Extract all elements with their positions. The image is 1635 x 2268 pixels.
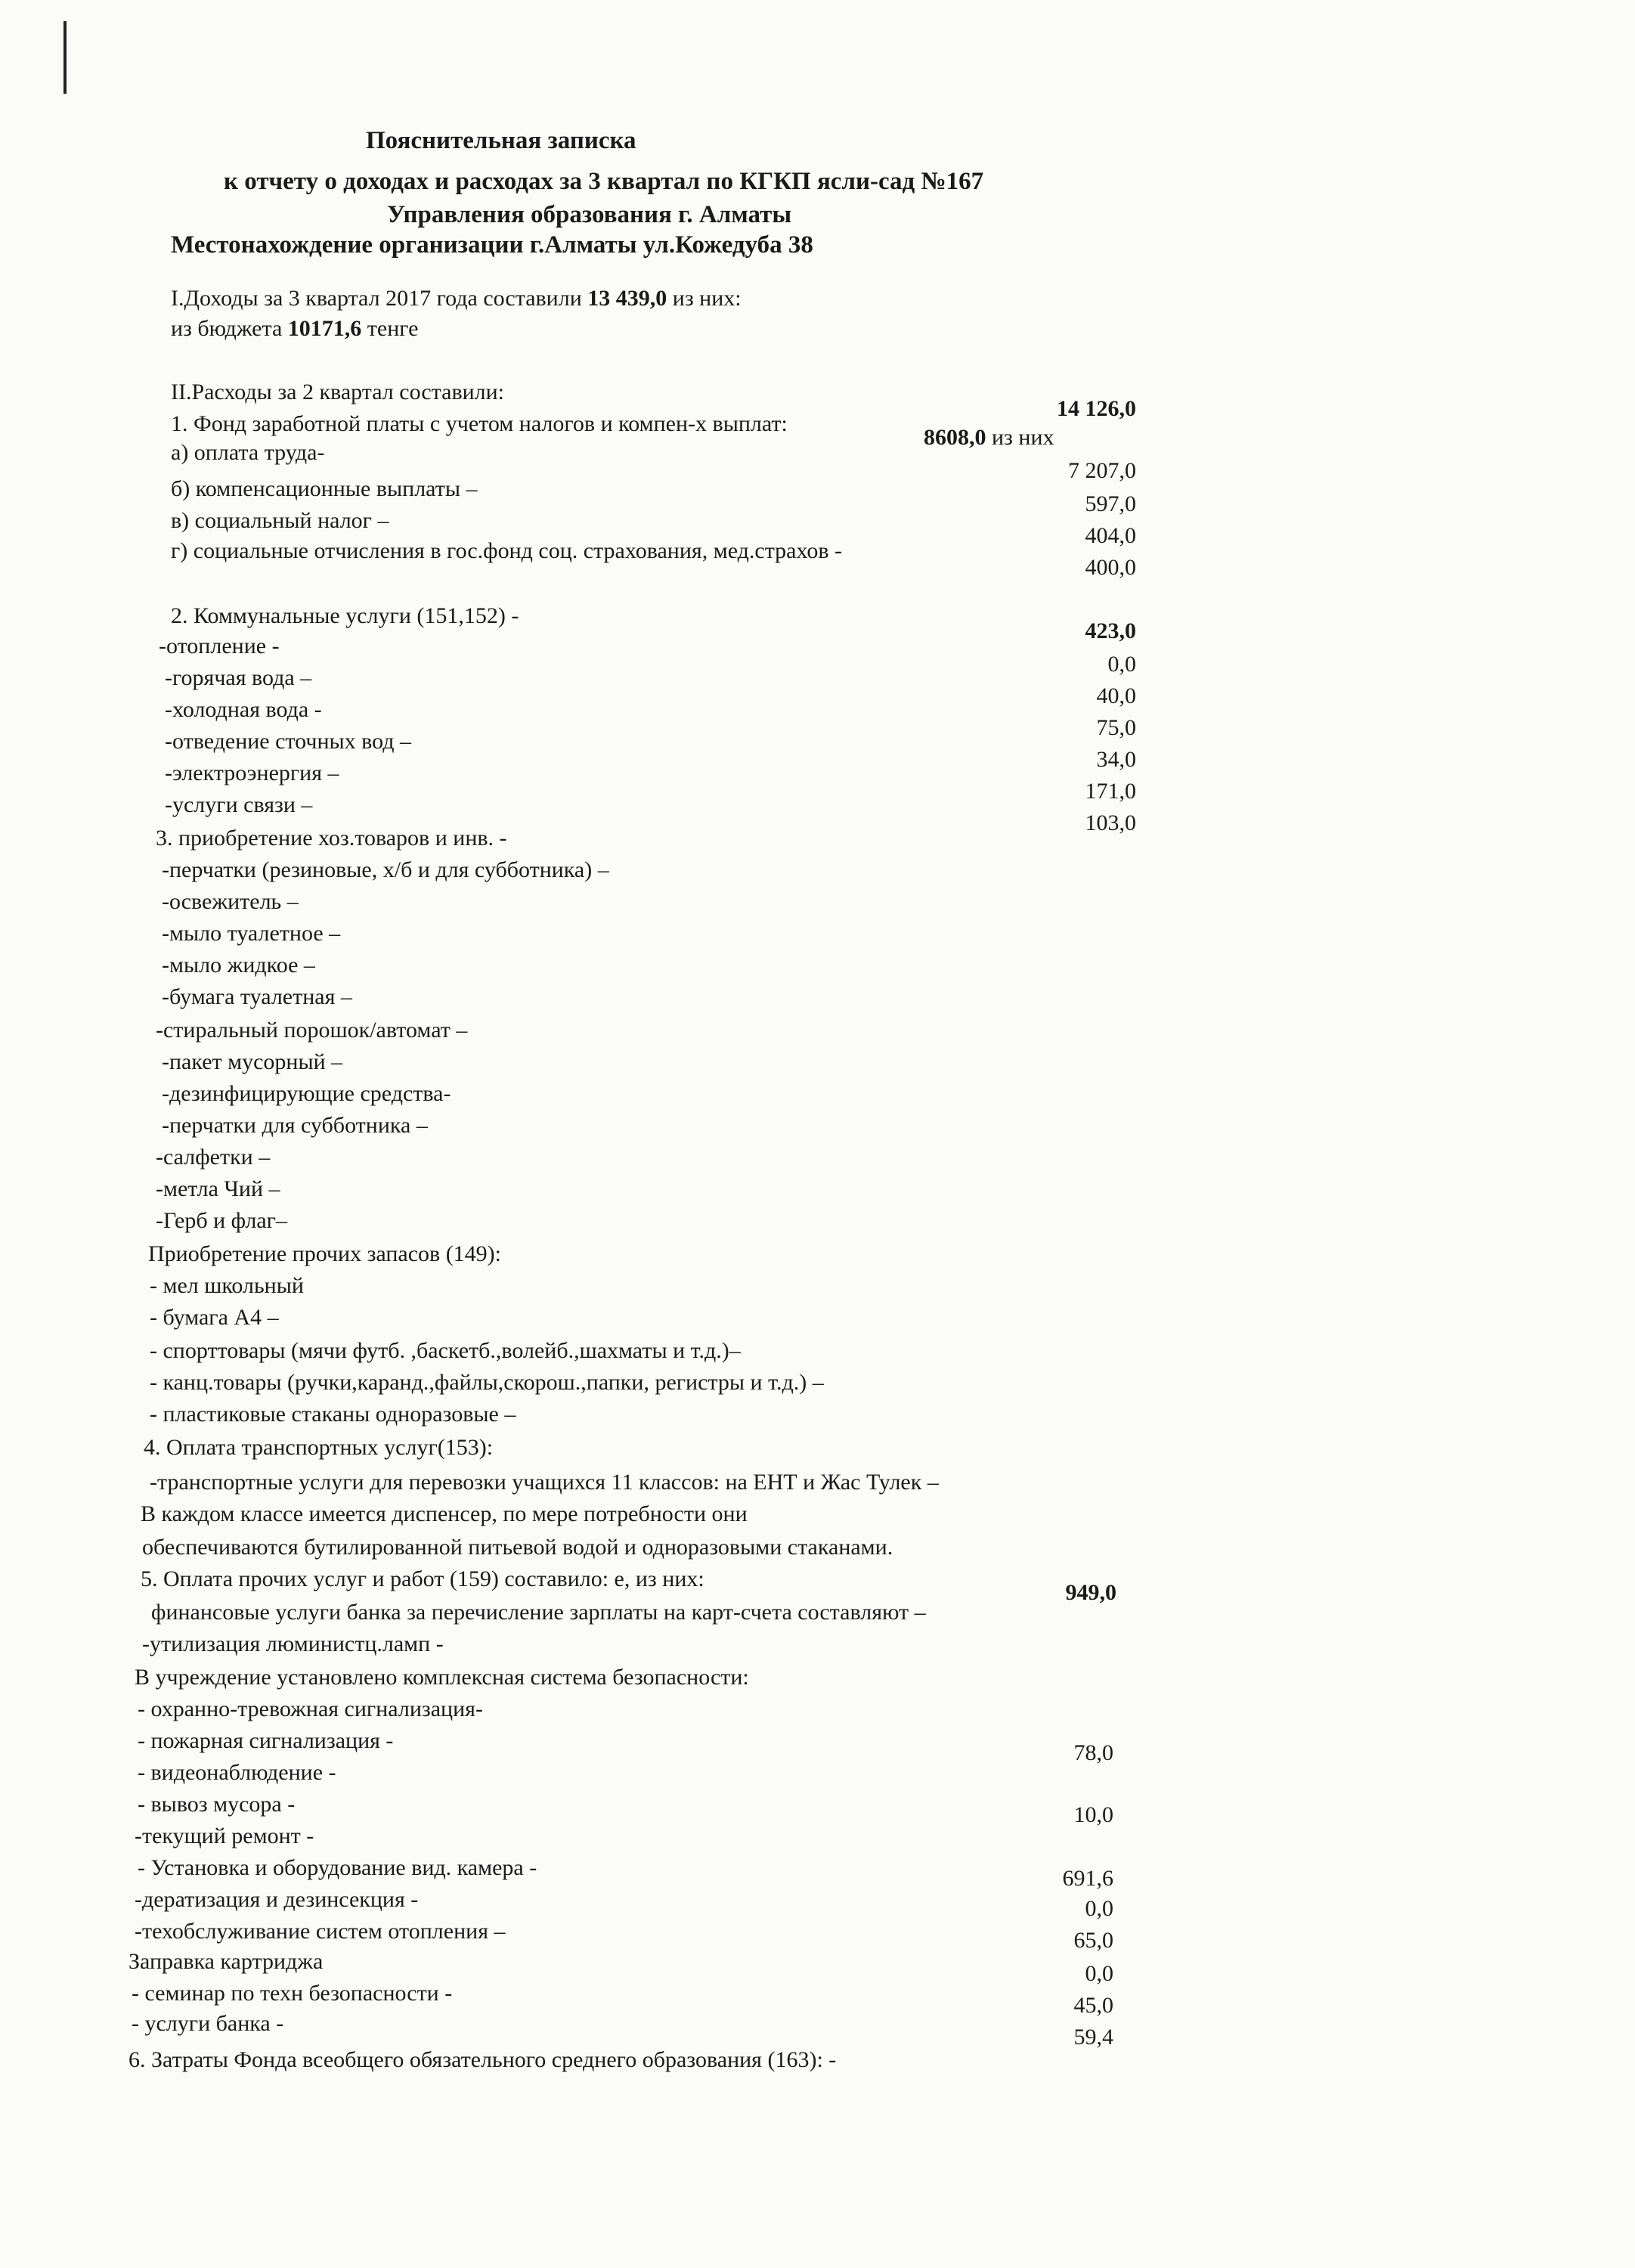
utility-item-label: -горячая вода – <box>165 665 312 690</box>
utilities-label: 2. Коммунальные услуги (151,152) - <box>171 603 519 628</box>
payroll-label: 1. Фонд заработной платы с учетом налогов и компен-х выплат: <box>171 411 788 436</box>
payroll-item-label: в) социальный налог – <box>171 508 389 533</box>
utility-item-label: -отопление - <box>159 634 280 658</box>
payroll-item-label: г) социальные отчисления в гос.фонд соц. страхования, мед.страхов - <box>171 538 843 563</box>
services-line: - пожарная сигнализация - <box>138 1728 394 1753</box>
utility-item-value: 40,0 <box>1096 683 1136 708</box>
utilities-total: 423,0 <box>1085 618 1136 643</box>
services-value: 59,4 <box>1073 2025 1113 2050</box>
services-value: 45,0 <box>1073 1993 1113 2018</box>
other-stock-item: - мел школьный <box>150 1273 304 1298</box>
household-item: -салфетки – <box>156 1145 271 1170</box>
services-value: 65,0 <box>1073 1928 1113 1953</box>
utility-item-value: 34,0 <box>1096 747 1136 772</box>
household-item: -перчатки (резиновые, х/б и для субботника) – <box>162 857 609 882</box>
household-item: -перчатки для субботника – <box>162 1113 428 1138</box>
transport-line: обеспечиваются бутилированной питьевой водой и одноразовыми стаканами. <box>142 1535 893 1560</box>
other-stock-item: - канц.товары (ручки,каранд.,файлы,скорош.,папки, регистры и т.д.) – <box>150 1370 824 1395</box>
services-line: - видеонаблюдение - <box>138 1760 336 1785</box>
services-line: - Установка и оборудование вид. камера - <box>138 1855 537 1880</box>
services-line: - вывоз мусора - <box>138 1792 296 1817</box>
payroll-value: 8608,0 из них <box>924 425 1054 450</box>
document-location: Местонахождение организации г.Алматы ул.Кожедуба 38 <box>171 231 813 259</box>
payroll-item-label: б) компенсационные выплаты – <box>171 476 478 501</box>
utility-item-value: 103,0 <box>1085 810 1136 835</box>
household-item: -пакет мусорный – <box>162 1049 343 1074</box>
household-item: -мыло туалетное – <box>162 921 341 946</box>
household-item: -Герб и флаг– <box>156 1208 287 1233</box>
household-item: -бумага туалетная – <box>162 984 352 1009</box>
payroll-item-value: 7 207,0 <box>1068 458 1136 483</box>
utility-item-value: 0,0 <box>1107 652 1136 677</box>
utility-item-label: -холодная вода - <box>165 697 322 722</box>
document-department: Управления образования г. Алматы <box>387 201 792 228</box>
services-line: В учреждение установлено комплексная система безопасности: <box>135 1665 749 1690</box>
utility-item-label: -электроэнергия – <box>165 761 339 785</box>
household-item: -освежитель – <box>162 889 299 914</box>
payroll-item-label: а) оплата труда- <box>171 440 325 465</box>
household-item: -дезинфицирующие средства- <box>162 1081 451 1106</box>
other-stock-item: - пластиковые стаканы одноразовые – <box>150 1402 516 1427</box>
services-value: 78,0 <box>1073 1740 1113 1765</box>
payroll-item-value: 400,0 <box>1085 555 1136 580</box>
services-line: финансовые услуги банка за перечисление зарплаты на карт-счета составляют – <box>151 1600 926 1625</box>
services-value: 10,0 <box>1073 1802 1113 1827</box>
utility-item-value: 171,0 <box>1085 779 1136 804</box>
other-stock-label: Приобретение прочих запасов (149): <box>148 1241 502 1266</box>
services-value: 0,0 <box>1085 1896 1113 1921</box>
utility-item-value: 75,0 <box>1096 715 1136 740</box>
expenses-header: II.Расходы за 2 квартал составили: <box>171 380 505 404</box>
services-line: -техобслуживание систем отопления – <box>135 1919 506 1944</box>
household-item: -метла Чий – <box>156 1176 280 1201</box>
document-title: Пояснительная записка <box>366 127 636 154</box>
payroll-item-value: 404,0 <box>1085 523 1136 548</box>
household-item: -стиральный порошок/автомат – <box>156 1018 468 1043</box>
income-budget-line: из бюджета 10171,6 тенге <box>171 316 419 341</box>
scan-edge-mark <box>63 21 67 94</box>
utility-item-label: -услуги связи – <box>165 792 313 817</box>
transport-line: -транспортные услуги для перевозки учащихся 11 классов: на ЕНТ и Жас Тулек – <box>150 1470 939 1495</box>
expenses-total: 14 126,0 <box>1057 396 1136 421</box>
utility-item-label: -отведение сточных вод – <box>165 729 412 754</box>
fund-label: 6. Затраты Фонда всеобщего обязательного среднего образования (163): - <box>129 2047 837 2072</box>
transport-label: 4. Оплата транспортных услуг(153): <box>144 1435 494 1460</box>
services-value: 691,6 <box>1062 1866 1113 1891</box>
services-total: 949,0 <box>1065 1580 1116 1605</box>
services-line: - семинар по техн безопасности - <box>132 1981 453 2006</box>
other-stock-item: - спорттовары (мячи футб. ,баскетб.,волейб.,шахматы и т.д.)– <box>150 1338 741 1363</box>
services-line: - охранно-тревожная сигнализация- <box>138 1696 483 1721</box>
payroll-item-value: 597,0 <box>1085 491 1136 516</box>
services-line: Заправка картриджа <box>129 1949 324 1974</box>
income-line: I.Доходы за 3 квартал 2017 года составили 13 439,0 из них: <box>171 286 742 311</box>
services-line: -утилизация люминистц.ламп - <box>142 1631 444 1656</box>
household-label: 3. приобретение хоз.товаров и инв. - <box>156 826 507 850</box>
document-subtitle: к отчету о доходах и расходах за 3 квартал по КГКП ясли-сад №167 <box>224 168 984 195</box>
services-value: 0,0 <box>1085 1961 1113 1986</box>
services-line: -дератизация и дезинсекция - <box>135 1887 419 1912</box>
services-line: -текущий ремонт - <box>135 1823 314 1848</box>
other-stock-item: - бумага А4 – <box>150 1305 279 1330</box>
services-line: - услуги банка - <box>132 2011 284 2036</box>
services-label: 5. Оплата прочих услуг и работ (159) составило: е, из них: <box>141 1566 704 1591</box>
transport-line: В каждом классе имеется диспенсер, по мере потребности они <box>141 1501 748 1526</box>
household-item: -мыло жидкое – <box>162 953 315 978</box>
